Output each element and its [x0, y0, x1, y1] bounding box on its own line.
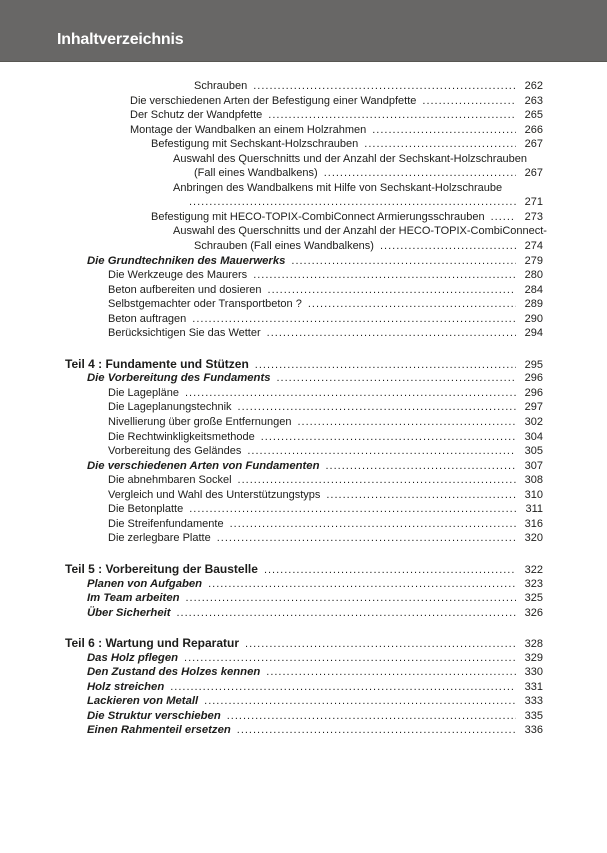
toc-entry-page: 295 — [524, 358, 543, 371]
toc-content — [0, 62, 607, 738]
toc-leader-dots — [170, 680, 516, 695]
toc-entry-label: Die Werkzeuge des Maurers — [108, 269, 248, 282]
toc-leader-dots — [247, 444, 516, 459]
toc-entry-page: 326 — [524, 606, 543, 619]
toc-leader-dots — [245, 637, 516, 652]
toc-entry — [130, 123, 543, 138]
toc-leader-dots — [268, 108, 516, 123]
toc-entry-page: 280 — [524, 269, 543, 282]
toc-entry-page: 294 — [524, 327, 543, 340]
toc-entry-label: Die Grundtechniken des Mauerwerks — [87, 254, 286, 267]
toc-entry-page: 322 — [524, 563, 543, 576]
toc-leader-dots — [268, 283, 516, 298]
toc-leader-dots — [186, 591, 517, 606]
toc-leader-dots — [238, 473, 516, 488]
toc-entry — [65, 562, 543, 577]
toc-leader-dots — [237, 723, 516, 738]
toc-entry-label: Die abnehmbaren Sockel — [108, 474, 232, 487]
toc-entry-page: 311 — [525, 503, 543, 516]
toc-entry-label: Die Lageplanungstechnik — [108, 401, 232, 414]
toc-entry-page: 290 — [524, 312, 543, 325]
toc-entry-label: Anbringen des Wandbalkens mit Hilfe von Sechskant-Holzschraube — [173, 181, 503, 194]
toc-leader-dots — [261, 430, 516, 445]
toc-entry — [108, 400, 543, 415]
toc-entry-page: 335 — [524, 709, 543, 722]
toc-entry-label: Einen Rahmenteil ersetzen — [87, 724, 231, 737]
toc-entry-page: 316 — [524, 517, 543, 530]
toc-leader-dots — [204, 694, 516, 709]
toc-entry-label: Die Streifenfundamente — [108, 517, 224, 530]
toc-leader-dots — [491, 210, 516, 225]
toc-leader-dots — [277, 371, 517, 386]
toc-entry — [87, 665, 543, 680]
toc-entry-label: Selbstgemachter oder Transportbeton ? — [108, 298, 302, 311]
toc-entry-page: 271 — [524, 196, 543, 209]
toc-leader-dots — [326, 488, 516, 503]
toc-entry-label: Montage der Wandbalken an einem Holzrahmen — [130, 123, 367, 136]
toc-entry-label: Im Team arbeiten — [87, 592, 180, 605]
toc-entry — [87, 709, 543, 724]
toc-entry-page: 304 — [524, 430, 543, 443]
toc-entry — [151, 137, 543, 152]
toc-entry — [87, 371, 543, 386]
toc-entry — [87, 694, 543, 709]
toc-entry-label: Beton aufbereiten und dosieren — [108, 283, 262, 296]
toc-entry-label: Schrauben — [194, 80, 248, 92]
toc-entry — [108, 415, 543, 430]
toc-leader-dots — [253, 79, 516, 94]
toc-entry — [108, 268, 543, 283]
toc-entry-page: 296 — [524, 372, 543, 385]
toc-entry-label: Die verschiedenen Arten von Fundamenten — [87, 459, 320, 472]
toc-entry — [87, 254, 543, 269]
toc-leader-dots — [380, 239, 516, 254]
toc-entry-page: 305 — [524, 445, 543, 458]
toc-entry — [87, 723, 543, 738]
toc-leader-dots — [324, 166, 516, 181]
toc-entry-page: 266 — [524, 123, 543, 136]
toc-entry-page: 302 — [524, 416, 543, 429]
toc-entry-page: 265 — [524, 109, 543, 122]
toc-entry-page: 328 — [524, 638, 543, 651]
toc-entry — [108, 430, 543, 445]
toc-leader-dots — [253, 268, 516, 283]
toc-leader-dots — [192, 312, 516, 327]
page-title: Inhaltverzeichnis — [57, 31, 184, 48]
toc-entry-page: 274 — [524, 240, 543, 253]
toc-entry-label: Der Schutz der Wandpfette — [130, 109, 263, 122]
toc-entry-page: 307 — [524, 459, 543, 472]
toc-entry-label: Teil 4 : Fundamente und Stützen — [65, 356, 249, 371]
toc-entry — [108, 488, 543, 503]
toc-entry — [108, 444, 543, 459]
toc-entry — [130, 94, 543, 109]
toc-entry-page: 262 — [524, 80, 543, 92]
toc-entry-label: Auswahl des Querschnitts und der Anzahl der HECO-TOPIX-CombiConnect- — [173, 225, 547, 238]
toc-leader-dots — [255, 358, 516, 373]
toc-entry — [108, 326, 543, 341]
toc-leader-dots — [189, 195, 516, 210]
toc-leader-dots — [325, 459, 516, 474]
toc-entry-label: Nivellierung über große Entfernungen — [108, 416, 292, 429]
toc-entry-label: Lackieren von Metall — [87, 695, 199, 708]
toc-entry-page: 267 — [524, 138, 543, 151]
toc-entry-label: Holz streichen — [87, 680, 165, 693]
toc-entry — [108, 312, 543, 327]
toc-entry-label: Befestigung mit HECO-TOPIX-CombiConnect Armierungsschrauben — [151, 210, 485, 223]
toc-entry-label: Über Sicherheit — [87, 606, 171, 619]
toc-entry-label: Schrauben (Fall eines Wandbalkens) — [194, 240, 374, 253]
toc-entry — [194, 239, 543, 254]
toc-leader-dots — [267, 326, 516, 341]
toc-entry-label: Berücksichtigen Sie das Wetter — [108, 327, 261, 340]
toc-leader-dots — [184, 651, 516, 666]
toc-entry-label: Planen von Aufgaben — [87, 577, 203, 590]
toc-entry-page: 289 — [524, 298, 543, 311]
toc-entry — [108, 517, 543, 532]
toc-leader-dots — [227, 709, 516, 724]
toc-entry — [130, 108, 543, 123]
toc-entry-label: Die Lagepläne — [108, 386, 179, 399]
toc-entry — [194, 166, 543, 181]
header-bar — [0, 0, 607, 62]
toc-entry — [108, 283, 543, 298]
toc-entry-page: 320 — [524, 532, 543, 545]
toc-entry-label: Die Vorbereitung des Fundaments — [87, 372, 271, 385]
toc-entry-page: 331 — [524, 680, 543, 693]
toc-entry-page: 273 — [524, 210, 543, 223]
toc-leader-dots — [422, 94, 516, 109]
toc-entry-label: Teil 6 : Wartung und Reparatur — [65, 636, 240, 651]
toc-leader-dots — [308, 297, 516, 312]
toc-entry-page: 267 — [524, 167, 543, 180]
toc-entry-label: Die Struktur verschieben — [87, 709, 221, 722]
toc-entry — [183, 195, 543, 210]
toc-entry — [65, 636, 543, 651]
toc-entry-label: Das Holz pflegen — [87, 651, 179, 664]
toc-entry — [108, 502, 543, 517]
toc-entry — [108, 473, 543, 488]
toc-entry — [87, 577, 543, 592]
toc-entry-page: 296 — [524, 386, 543, 399]
toc-leader-dots — [266, 665, 516, 680]
toc-entry — [87, 606, 543, 621]
toc-entry-page: 284 — [524, 283, 543, 296]
toc-entry-label: Die Rechtwinkligkeitsmethode — [108, 430, 255, 443]
toc-entry — [108, 297, 543, 312]
toc-leader-dots — [291, 254, 516, 269]
toc-entry — [173, 224, 547, 239]
toc-entry-page: 325 — [524, 592, 543, 605]
toc-leader-dots — [297, 415, 516, 430]
toc-entry-label: Beton auftragen — [108, 312, 187, 325]
toc-leader-dots — [372, 123, 516, 138]
toc-entry-label: Die verschiedenen Arten der Befestigung einer Wandpfette — [130, 94, 417, 107]
toc-entry — [108, 386, 543, 401]
toc-leader-dots — [208, 577, 516, 592]
toc-entry-label: Die zerlegbare Platte — [108, 532, 211, 545]
toc-entry — [173, 181, 543, 196]
toc-entry-page: 297 — [524, 401, 543, 414]
toc-leader-dots — [217, 531, 516, 546]
toc-entry-label: Die Betonplatte — [108, 503, 184, 516]
toc-entry-label: Befestigung mit Sechskant-Holzschrauben — [151, 138, 359, 151]
toc-leader-dots — [264, 563, 516, 578]
toc-entry — [194, 79, 543, 94]
toc-entry-page: 333 — [524, 695, 543, 708]
toc-entry-page: 263 — [524, 94, 543, 107]
toc-entry-page: 330 — [524, 666, 543, 679]
toc-leader-dots — [189, 502, 516, 517]
toc-entry-label: (Fall eines Wandbalkens) — [194, 167, 318, 180]
toc-leader-dots — [177, 606, 517, 621]
toc-entry-label: Teil 5 : Vorbereitung der Baustelle — [65, 561, 258, 576]
toc-entry-page: 323 — [524, 577, 543, 590]
toc-entry — [108, 531, 543, 546]
toc-entry-label: Vorbereitung des Geländes — [108, 445, 242, 458]
toc-entry-page: 308 — [524, 474, 543, 487]
toc-entry — [87, 680, 543, 695]
toc-entry-page: 329 — [524, 651, 543, 664]
toc-leader-dots — [364, 137, 516, 152]
toc-entry — [173, 152, 543, 167]
toc-entry — [87, 651, 543, 666]
toc-entry — [151, 210, 543, 225]
toc-entry — [65, 357, 543, 372]
toc-entry — [87, 459, 543, 474]
toc-entry-page: 336 — [524, 724, 543, 737]
toc-entry-label: Den Zustand des Holzes kennen — [87, 666, 261, 679]
toc-entry-page: 310 — [524, 488, 543, 501]
toc-leader-dots — [238, 400, 516, 415]
toc-entry-label: Auswahl des Querschnitts und der Anzahl der Sechskant-Holzschrauben — [173, 152, 528, 165]
toc-leader-dots — [230, 517, 516, 532]
toc-entry-label: Vergleich und Wahl des Unterstützungstyps — [108, 488, 321, 501]
toc-entry-page: 279 — [524, 254, 543, 267]
toc-leader-dots — [185, 386, 516, 401]
toc-entry — [87, 591, 543, 606]
